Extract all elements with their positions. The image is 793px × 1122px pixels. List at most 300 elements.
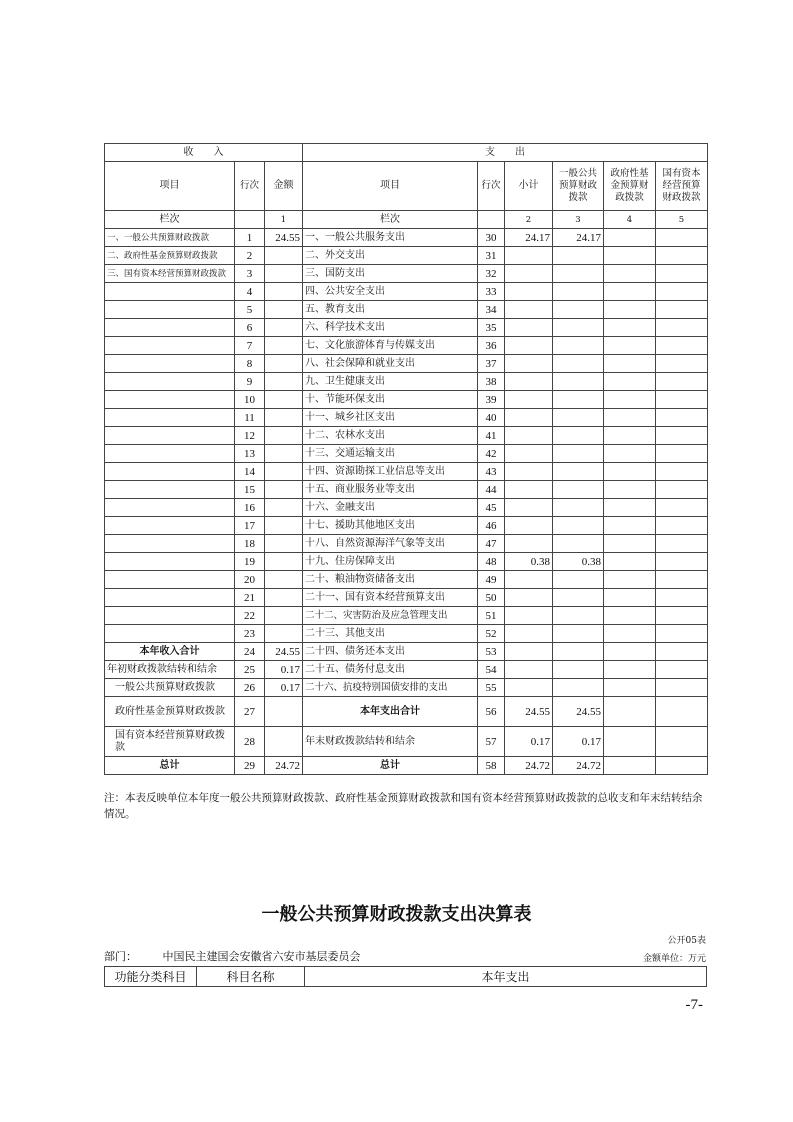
income-amount [265,337,303,355]
expense-row-no: 52 [478,625,505,643]
income-row-no: 15 [235,481,265,499]
col-state-capital: 国有资本经营预算财政拨款 [656,162,708,211]
expense-item: 年末财政拨款结转和结余 [303,727,478,757]
income-amount [265,427,303,445]
col-year-expense: 本年支出 [305,967,707,987]
income-item: 本年收入合计 [105,643,235,661]
table-row [105,661,708,679]
expense-subtotal [505,409,553,427]
expense-row-no: 55 [478,679,505,697]
expense-subtotal [505,355,553,373]
table-row [105,283,708,301]
income-item: 政府性基金预算财政拨款 [105,697,235,727]
expense-state-capital [656,355,708,373]
expense-general-budget [553,643,604,661]
income-item [105,409,235,427]
expense-fund-budget [604,727,656,757]
income-item [105,481,235,499]
table-row [105,301,708,319]
expense-item: 十七、援助其他地区支出 [303,517,478,535]
income-row-no: 26 [235,679,265,697]
expense-general-budget [553,265,604,283]
expense-subtotal [505,679,553,697]
expense-state-capital [656,607,708,625]
department [104,948,361,964]
expense-state-capital [656,679,708,697]
expense-subtotal [505,391,553,409]
expense-item: 十一、城乡社区支出 [303,409,478,427]
expense-fund-budget [604,553,656,571]
department-name: 中国民主建国会安徽省六安市基层委员会 [162,950,361,963]
income-item [105,589,235,607]
col-income-row-no: 行次 [235,162,265,211]
expense-item: 十三、交通运输支出 [303,445,478,463]
col-expense-item: 项目 [303,162,478,211]
income-row-no: 16 [235,499,265,517]
income-row-no: 5 [235,301,265,319]
expense-item: 十六、金融支出 [303,499,478,517]
expense-general-budget [553,463,604,481]
table-row [105,247,708,265]
income-item [105,427,235,445]
table-row [105,445,708,463]
income-item [105,625,235,643]
table-row [105,409,708,427]
income-item [105,319,235,337]
expense-fund-budget [604,463,656,481]
expense-general-budget [553,337,604,355]
expense-subtotal: 0.17 [505,727,553,757]
income-amount [265,499,303,517]
table-row [105,355,708,373]
expense-fund-budget [604,757,656,775]
expense-item: 四、公共安全支出 [303,283,478,301]
expense-state-capital [656,481,708,499]
expense-general-budget [553,607,604,625]
expense-fund-budget [604,337,656,355]
expense-row-no: 51 [478,607,505,625]
income-item [105,535,235,553]
expense-row-no: 49 [478,571,505,589]
expense-state-capital [656,643,708,661]
expense-general-budget [553,427,604,445]
expense-subtotal [505,265,553,283]
col-index-4: 4 [604,211,656,229]
expense-fund-budget [604,409,656,427]
expense-state-capital [656,571,708,589]
expense-state-capital [656,757,708,775]
table-row [105,757,708,775]
expense-state-capital [656,283,708,301]
expense-row-no: 31 [478,247,505,265]
income-item [105,283,235,301]
table-row [105,727,708,757]
income-row-no: 13 [235,445,265,463]
table-row [105,553,708,571]
col-income-amount: 金额 [265,162,303,211]
expense-row-no: 50 [478,589,505,607]
expense-state-capital [656,229,708,247]
expense-fund-budget [604,643,656,661]
expense-fund-budget [604,445,656,463]
table-code: 公开05表 [667,936,706,946]
table-row [105,319,708,337]
income-amount [265,301,303,319]
expense-state-capital [656,427,708,445]
expense-row-no: 38 [478,373,505,391]
expense-subtotal: 24.55 [505,697,553,727]
expense-general-budget [553,319,604,337]
expense-state-capital [656,265,708,283]
expense-row-no: 47 [478,535,505,553]
income-amount [265,445,303,463]
expense-subtotal [505,499,553,517]
income-row-no: 20 [235,571,265,589]
expense-row-no: 53 [478,643,505,661]
table-row [105,535,708,553]
col-fund-budget: 政府性基金预算财政拨款 [604,162,656,211]
expense-row-no: 56 [478,697,505,727]
income-row-no: 8 [235,355,265,373]
income-amount: 24.55 [265,643,303,661]
department-label: 部门： [104,950,137,963]
income-row-no: 17 [235,517,265,535]
expense-general-budget [553,373,604,391]
expense-subtotal [505,643,553,661]
income-row-no: 22 [235,607,265,625]
income-item [105,517,235,535]
income-amount: 0.17 [265,679,303,697]
expense-row-no: 32 [478,265,505,283]
expense-general-budget: 24.55 [553,697,604,727]
expense-subtotal [505,427,553,445]
income-expense-table [104,143,708,775]
expense-general-budget [553,535,604,553]
income-item: 年初财政拨款结转和结余 [105,661,235,679]
income-amount [265,571,303,589]
table-row [105,589,708,607]
income-item [105,355,235,373]
col-expense-row-no: 行次 [478,162,505,211]
col-subtotal: 小计 [505,162,553,211]
expense-subtotal [505,463,553,481]
expense-item: 十四、资源勘探工业信息等支出 [303,463,478,481]
income-item [105,463,235,481]
expense-item: 二十、粮油物资储备支出 [303,571,478,589]
expense-fund-budget [604,589,656,607]
table-row [105,427,708,445]
expense-subtotal [505,571,553,589]
expense-row-no: 57 [478,727,505,757]
expense-fund-budget [604,607,656,625]
expense-row-no: 48 [478,553,505,571]
expense-subtotal [505,247,553,265]
page-number: -7- [685,997,703,1013]
expense-general-budget [553,571,604,589]
expense-row-no: 39 [478,391,505,409]
expense-state-capital [656,391,708,409]
col-index-empty [235,211,265,229]
expense-fund-budget [604,661,656,679]
expense-row-no: 35 [478,319,505,337]
expense-general-budget [553,391,604,409]
income-row-no: 28 [235,727,265,757]
income-item: 二、政府性基金预算财政拨款 [105,247,235,265]
expense-subtotal [505,283,553,301]
income-row-no: 6 [235,319,265,337]
income-amount: 24.72 [265,757,303,775]
income-amount: 24.55 [265,229,303,247]
expense-general-budget [553,499,604,517]
expense-state-capital [656,535,708,553]
expense-item: 二、外交支出 [303,247,478,265]
income-row-no: 3 [235,265,265,283]
table-note: 注：本表反映单位本年度一般公共预算财政拨款、政府性基金预算财政拨款和国有资本经营预算财政拨款的总收支和年末结转结余情况。 [104,792,703,820]
income-amount [265,265,303,283]
expense-state-capital [656,727,708,757]
expense-general-budget: 24.17 [553,229,604,247]
expense-fund-budget [604,697,656,727]
income-item [105,499,235,517]
income-item [105,301,235,319]
expense-subtotal [505,661,553,679]
amount-unit: 金额单位：万元 [642,954,706,964]
income-row-no: 21 [235,589,265,607]
table-row [105,607,708,625]
income-amount [265,391,303,409]
income-amount [265,481,303,499]
expense-row-no: 42 [478,445,505,463]
income-amount: 0.17 [265,661,303,679]
expense-subtotal: 24.17 [505,229,553,247]
table-row [105,481,708,499]
income-row-no: 27 [235,697,265,727]
expense-item: 十八、自然资源海洋气象等支出 [303,535,478,553]
expense-fund-budget [604,391,656,409]
expense-item: 二十二、灾害防治及应急管理支出 [303,607,478,625]
expense-general-budget [553,517,604,535]
expense-state-capital [656,697,708,727]
income-item [105,337,235,355]
expense-general-budget [553,409,604,427]
expense-fund-budget [604,265,656,283]
expense-fund-budget [604,481,656,499]
col-income-item: 项目 [105,162,235,211]
expense-general-budget [553,355,604,373]
income-item: 三、国有资本经营预算财政拨款 [105,265,235,283]
table-row [105,697,708,727]
income-row-no: 12 [235,427,265,445]
expense-fund-budget [604,229,656,247]
expense-header: 支 出 [303,144,708,162]
expense-item: 八、社会保障和就业支出 [303,355,478,373]
income-item [105,553,235,571]
col-index-3: 3 [553,211,604,229]
expense-item: 五、教育支出 [303,301,478,319]
expense-item: 十、节能环保支出 [303,391,478,409]
expense-fund-budget [604,535,656,553]
expense-state-capital [656,553,708,571]
expense-general-budget [553,625,604,643]
expense-state-capital [656,625,708,643]
expense-general-budget [553,679,604,697]
income-row-no: 19 [235,553,265,571]
expense-row-no: 44 [478,481,505,499]
table-row [105,337,708,355]
expense-state-capital [656,589,708,607]
income-row-no: 1 [235,229,265,247]
income-amount [265,535,303,553]
income-row-no: 24 [235,643,265,661]
expense-state-capital [656,337,708,355]
expense-row-no: 34 [478,301,505,319]
expense-row-no: 43 [478,463,505,481]
expense-row-no: 41 [478,427,505,445]
expense-row-no: 58 [478,757,505,775]
expense-subtotal [505,535,553,553]
expense-row-no: 46 [478,517,505,535]
table-row [105,265,708,283]
income-row-no: 29 [235,757,265,775]
income-row-no: 25 [235,661,265,679]
income-amount [265,625,303,643]
income-amount [265,607,303,625]
expense-state-capital [656,517,708,535]
next-table-header [104,966,707,987]
expense-subtotal [505,625,553,643]
expense-fund-budget [604,301,656,319]
expense-subtotal [505,481,553,499]
col-general-budget: 一般公共预算财政拨款 [553,162,604,211]
expense-item: 二十三、其他支出 [303,625,478,643]
expense-item: 十五、商业服务业等支出 [303,481,478,499]
income-amount [265,283,303,301]
income-amount [265,589,303,607]
expense-subtotal: 24.72 [505,757,553,775]
expense-item: 二十四、债务还本支出 [303,643,478,661]
income-item [105,391,235,409]
col-index-2: 2 [505,211,553,229]
expense-subtotal: 0.38 [505,553,553,571]
col-index-5: 5 [656,211,708,229]
income-amount [265,517,303,535]
expense-fund-budget [604,427,656,445]
income-row-no: 7 [235,337,265,355]
col-index-exp-label: 栏次 [303,211,478,229]
income-row-no: 9 [235,373,265,391]
table-row [105,517,708,535]
expense-general-budget [553,661,604,679]
expense-item: 二十五、债务付息支出 [303,661,478,679]
expense-fund-budget [604,679,656,697]
income-item [105,373,235,391]
table-row [105,229,708,247]
expense-item: 十九、住房保障支出 [303,553,478,571]
expense-general-budget: 24.72 [553,757,604,775]
income-amount [265,553,303,571]
table-row [105,499,708,517]
expense-row-no: 36 [478,337,505,355]
expense-state-capital [656,373,708,391]
income-amount [265,697,303,727]
expense-state-capital [656,409,708,427]
income-item [105,571,235,589]
expense-subtotal [505,589,553,607]
expense-item: 二十六、抗疫特别国债安排的支出 [303,679,478,697]
expense-subtotal [505,517,553,535]
expense-item: 七、文化旅游体育与传媒支出 [303,337,478,355]
income-item: 总计 [105,757,235,775]
income-amount [265,409,303,427]
income-item: 一、一般公共预算财政拨款 [105,229,235,247]
expense-state-capital [656,463,708,481]
income-row-no: 11 [235,409,265,427]
table-row [105,571,708,589]
expense-general-budget [553,247,604,265]
expense-subtotal [505,607,553,625]
income-amount [265,355,303,373]
expense-state-capital [656,301,708,319]
expense-state-capital [656,499,708,517]
income-item [105,607,235,625]
expense-item: 总计 [303,757,478,775]
table-row [105,679,708,697]
col-function-class: 功能分类科目 [105,967,197,987]
col-subject-name: 科目名称 [197,967,305,987]
expense-general-budget [553,445,604,463]
expense-row-no: 30 [478,229,505,247]
table-row [105,373,708,391]
income-amount [265,373,303,391]
expense-fund-budget [604,355,656,373]
expense-item: 十二、农林水支出 [303,427,478,445]
income-item: 国有资本经营预算财政拨款 [105,727,235,757]
expense-fund-budget [604,625,656,643]
expense-general-budget [553,283,604,301]
expense-fund-budget [604,373,656,391]
income-row-no: 18 [235,535,265,553]
expense-row-no: 33 [478,283,505,301]
expense-item: 九、卫生健康支出 [303,373,478,391]
expense-row-no: 40 [478,409,505,427]
income-item: 一般公共预算财政拨款 [105,679,235,697]
expense-subtotal [505,373,553,391]
expense-row-no: 45 [478,499,505,517]
income-amount [265,319,303,337]
income-row-no: 4 [235,283,265,301]
expense-subtotal [505,337,553,355]
expense-fund-budget [604,571,656,589]
expense-state-capital [656,445,708,463]
expense-item: 六、科学技术支出 [303,319,478,337]
income-amount [265,727,303,757]
expense-fund-budget [604,319,656,337]
table-row [105,391,708,409]
col-index-empty [478,211,505,229]
expense-fund-budget [604,247,656,265]
table-row [105,463,708,481]
next-table-title: 一般公共预算财政拨款支出决算表 [261,904,532,925]
table-row [105,625,708,643]
expense-fund-budget [604,499,656,517]
expense-general-budget [553,589,604,607]
expense-general-budget: 0.17 [553,727,604,757]
income-row-no: 14 [235,463,265,481]
expense-subtotal [505,445,553,463]
expense-row-no: 54 [478,661,505,679]
expense-general-budget [553,301,604,319]
expense-row-no: 37 [478,355,505,373]
